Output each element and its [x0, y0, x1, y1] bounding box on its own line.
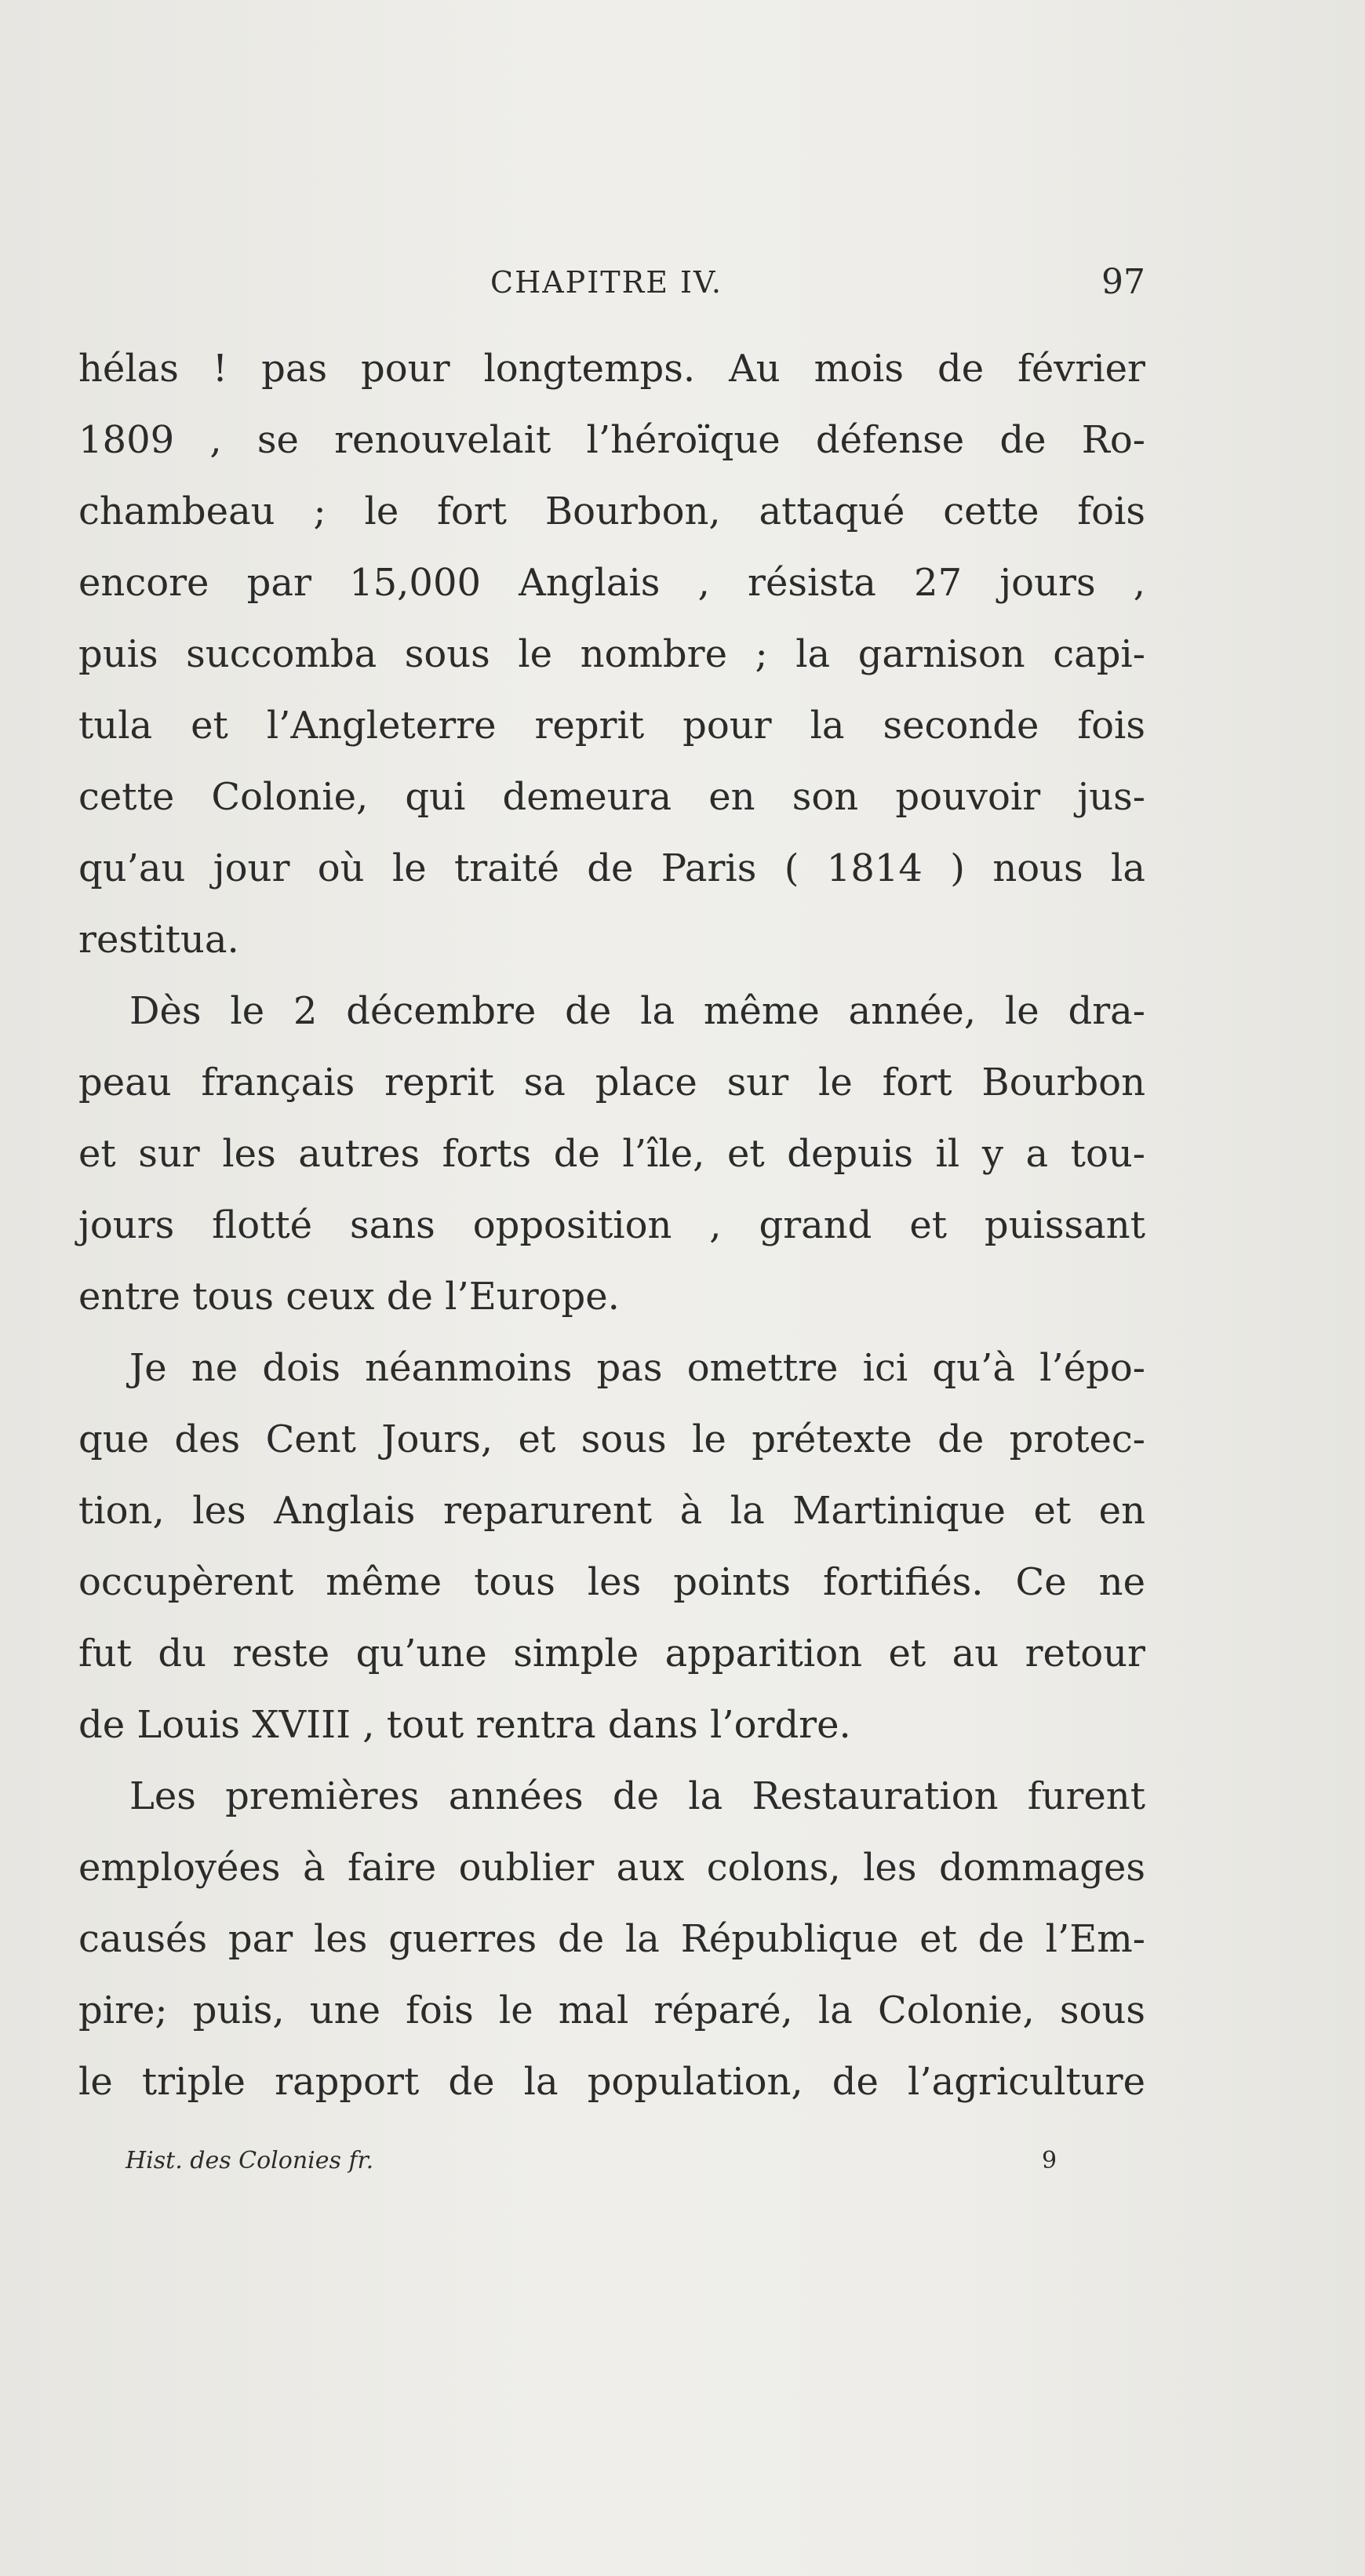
text-line: jours flotté sans opposition , grand et puissant	[78, 1203, 1145, 1247]
paragraph	[78, 976, 1145, 1333]
page-number: 97	[1101, 262, 1145, 302]
page-footer	[78, 2141, 1145, 2181]
text-line: hélas ! pas pour longtemps. Au mois de février	[78, 347, 1145, 391]
text-line: Je ne dois néanmoins pas omettre ici qu’à l’épo-	[129, 1346, 1145, 1390]
paragraph	[78, 1333, 1145, 1761]
running-title: CHAPITRE IV.	[490, 265, 723, 300]
paragraph	[78, 1761, 1145, 2118]
text-line: Les premières années de la Restauration furent	[129, 1774, 1145, 1818]
text-line: causés par les guerres de la République et de l’Em-	[78, 1917, 1145, 1961]
text-line: entre tous ceux de l’Europe.	[78, 1275, 620, 1319]
page-header	[78, 259, 1145, 306]
text-line: peau français reprit sa place sur le fort Bourbon	[78, 1061, 1145, 1104]
paragraph	[78, 333, 1145, 976]
text-line: restitua.	[78, 918, 239, 962]
text-line: fut du reste qu’une simple apparition et au retour	[78, 1632, 1145, 1675]
text-line: tula et l’Angleterre reprit pour la seconde fois	[78, 704, 1145, 748]
text-line: tion, les Anglais reparurent à la Martinique et en	[78, 1489, 1145, 1533]
text-line: pire; puis, une fois le mal réparé, la Colonie, sous	[78, 1988, 1145, 2032]
text-line: le triple rapport de la population, de l’agriculture	[78, 2060, 1145, 2104]
footer-signature-mark: 9	[1042, 2147, 1057, 2174]
footer-signature-title: Hist. des Colonies fr.	[126, 2147, 374, 2174]
text-line: puis succomba sous le nombre ; la garnison capi-	[78, 632, 1145, 676]
text-line: chambeau ; le fort Bourbon, attaqué cette fois	[78, 489, 1145, 533]
text-line: qu’au jour où le traité de Paris ( 1814 ) nous la	[78, 846, 1145, 890]
text-line: que des Cent Jours, et sous le prétexte de protec-	[78, 1417, 1145, 1461]
text-line: et sur les autres forts de l’île, et depuis il y a tou-	[78, 1132, 1145, 1176]
page-body	[78, 333, 1145, 2118]
text-line: de Louis XVIII , tout rentra dans l’ordre.	[78, 1703, 851, 1747]
text-line: cette Colonie, qui demeura en son pouvoir jus-	[78, 775, 1145, 819]
text-line: 1809 , se renouvelait l’héroïque défense de Ro-	[78, 418, 1145, 462]
text-line: Dès le 2 décembre de la même année, le dra-	[129, 989, 1145, 1033]
text-line: encore par 15,000 Anglais , résista 27 jours ,	[78, 561, 1145, 605]
text-line: employées à faire oublier aux colons, les dommages	[78, 1846, 1145, 1890]
text-line: occupèrent même tous les points fortifiés. Ce ne	[78, 1560, 1145, 1604]
